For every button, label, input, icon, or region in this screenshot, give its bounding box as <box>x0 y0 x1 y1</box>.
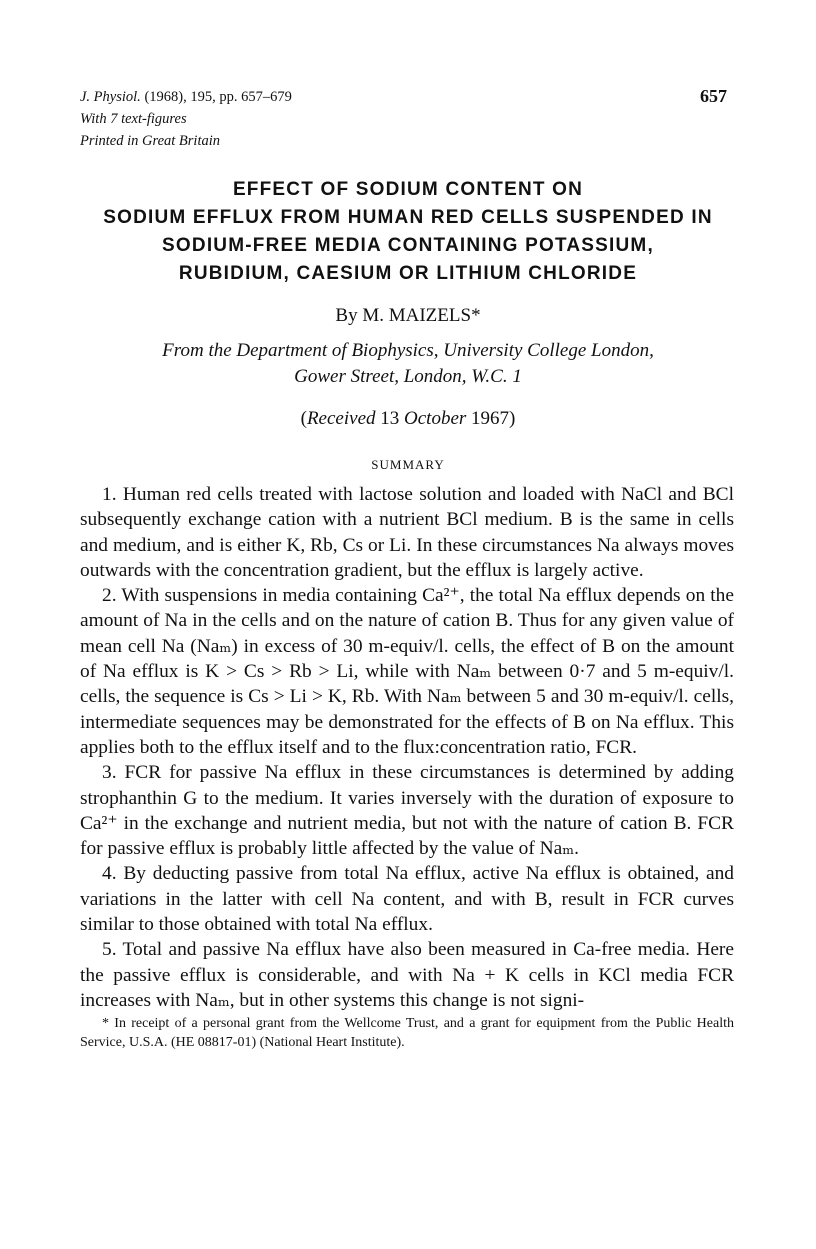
summary-heading: SUMMARY <box>371 457 445 472</box>
summary-paragraph: 1. Human red cells treated with lactose solution and loaded with NaCl and BCl subsequently exchange cation with a nutrient BCl medium. B is the same in cells and medium, and is either K, Rb, Cs or Li. In these circumstances Na always moves outwards with the concentration gradient, but the efflux is largely active. <box>80 484 734 581</box>
summary-paragraph: 5. Total and passive Na efflux have also been measured in Ca-free media. Here the passive efflux is considerable, and with Na + K cells in KCl media FCR increases with Naₘ, but in other systems this change is not signi- <box>80 939 734 1011</box>
running-header <box>80 86 292 152</box>
affiliation-line: From the Department of Biophysics, University College London, <box>162 340 654 361</box>
printed-note: Printed in Great Britain <box>80 133 221 149</box>
affiliation-line: Gower Street, London, W.C. 1 <box>294 366 522 387</box>
figures-note: With 7 text-figures <box>80 111 187 127</box>
received-label: Received <box>306 408 376 429</box>
article-title <box>40 176 776 288</box>
title-line: EFFECT OF SODIUM CONTENT ON <box>232 179 584 200</box>
received-year: 1967 <box>471 408 510 429</box>
affiliation <box>80 338 736 390</box>
journal-name: J. Physiol. <box>80 89 141 105</box>
received-month: October <box>404 408 467 429</box>
title-line: SODIUM EFFLUX FROM HUMAN RED CELLS SUSPENDED IN <box>103 207 713 228</box>
summary-paragraph: 4. By deducting passive from total Na efflux, active Na efflux is obtained, and variations in the latter with cell Na content, and with B, result in FCR curves similar to those obtained with total Na efflux. <box>80 863 734 936</box>
summary-body <box>80 482 734 1013</box>
citation-line <box>80 86 292 108</box>
received-date: (Received 13 October 1967) <box>300 408 516 429</box>
title-line: SODIUM-FREE MEDIA CONTAINING POTASSIUM, <box>162 235 654 256</box>
footnote: * In receipt of a personal grant from the Wellcome Trust, and a grant for equipment from the Public Health Service, U.S.A. (HE 08817-01) (National Heart Institute). <box>80 1016 734 1050</box>
author-byline: By M. MAIZELS* <box>335 305 481 326</box>
title-line: RUBIDIUM, CAESIUM OR LITHIUM CHLORIDE <box>178 263 638 284</box>
summary-paragraph: 3. FCR for passive Na efflux in these circumstances is determined by adding strophanthin G to the medium. It varies inversely with the duration of exposure to Ca²⁺ in the exchange and nutrient media, but not with the nature of cation B. FCR for passive efflux is probably little affected by the value of Naₘ. <box>80 762 734 860</box>
citation: (1968), 195, pp. 657–679 <box>144 89 292 105</box>
summary-paragraph: 2. With suspensions in media containing Ca²⁺, the total Na efflux depends on the amount of Na in the cells and on the nature of cation B. Thus for any given value of mean cell Na (Naₘ) in excess of 30 m-equiv/l. cells, the effect of B on the amount of Na efflux is K > Cs > Rb > Li, while with Naₘ between 0·7 and 5 m-equiv/l. cells, the sequence is Cs > Li > K, Rb. With Naₘ between 5 and 30 m-equiv/l. cells, intermediate sequences may be demonstrated for the effects of B on Na efflux. This applies both to the efflux itself and to the flux:concentration ratio, FCR. <box>80 585 734 758</box>
received-day: 13 <box>380 408 400 429</box>
page-number: 657 <box>700 86 727 106</box>
